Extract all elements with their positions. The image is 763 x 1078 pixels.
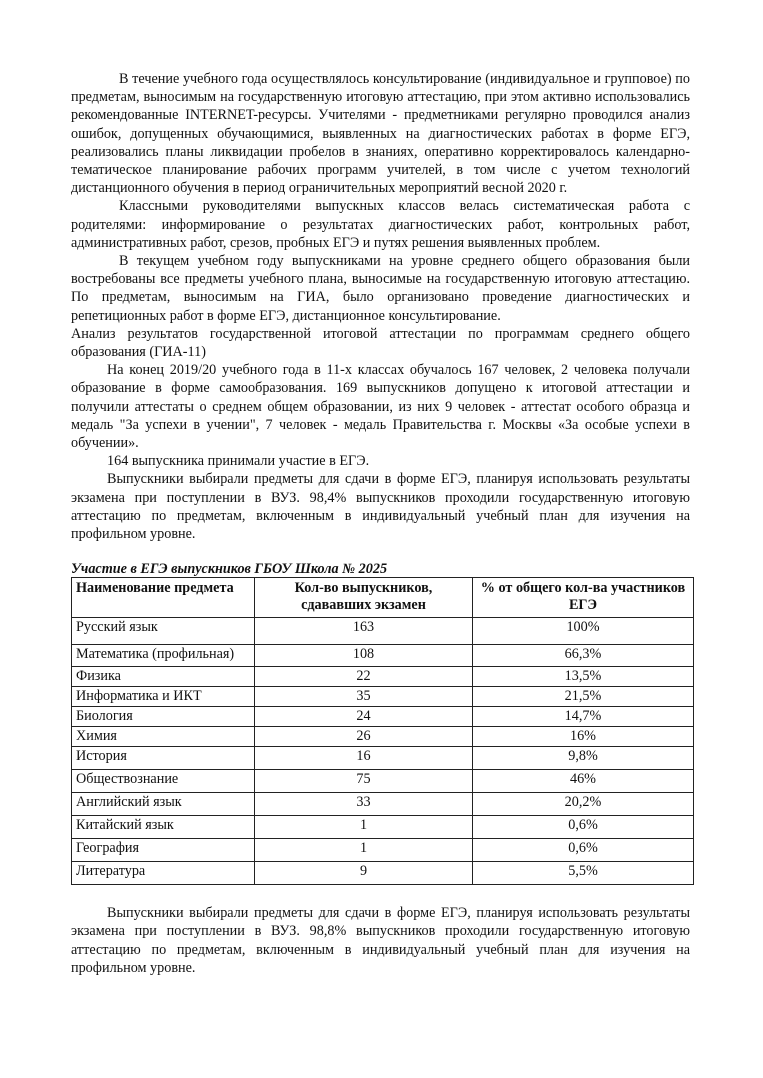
percent-cell: 0,6% [473, 816, 694, 839]
table-row [72, 645, 694, 667]
subject-cell: Биология [72, 707, 255, 727]
subject-cell: Информатика и ИКТ [72, 687, 255, 707]
percent-cell: 9,8% [473, 747, 694, 770]
table-row [72, 727, 694, 747]
table-row [72, 618, 694, 645]
table-row [72, 667, 694, 687]
table-row [72, 862, 694, 885]
percent-cell: 20,2% [473, 793, 694, 816]
subject-cell: География [72, 839, 255, 862]
paragraph: Классными руководителями выпускных классов велась систематическая работа с родителями: информирование о результатах диагностических работ, контрольных работ, административных работ, срезов, пробных ЕГЭ и путях решения выявленных проблем. [71, 198, 690, 251]
percent-cell: 0,6% [473, 839, 694, 862]
col-header-count: Кол-во выпускников, сдававших экзамен [255, 578, 473, 618]
paragraph: В текущем учебном году выпускниками на уровне среднего общего образования были востребованы все предметы учебного плана, выносимые на государственную итоговую аттестацию. По предметам, выносимым на ГИА, было организовано проведение диагностических и репетиционных работ в форме ЕГЭ, дистанционное консультирование. [71, 253, 690, 324]
percent-cell: 13,5% [473, 667, 694, 687]
subject-cell: Химия [72, 727, 255, 747]
count-cell: 24 [255, 707, 473, 727]
table-row [72, 793, 694, 816]
count-cell: 75 [255, 770, 473, 793]
table-row [72, 770, 694, 793]
subject-cell: Обществознание [72, 770, 255, 793]
count-cell: 16 [255, 747, 473, 770]
count-cell: 9 [255, 862, 473, 885]
subject-cell: Русский язык [72, 618, 255, 645]
paragraph: В течение учебного года осуществлялось консультирование (индивидуальное и групповое) по предметам, выносимым на государственную итоговую аттестацию, при этом активно использовались рекомендованные INTERNET-ресурсы. Учителями - предметниками регулярно проводился анализ ошибок, допущенных обучающимися, выявленных на диагностических работах в форме ЕГЭ, реализовались планы ликвидации пробелов в знаниях, оперативно корректировалось календарно-тематическое планирование рабочих программ учителей, в том числе с учетом технологий дистанционного обучения в период ограничительных мероприятий весной 2020 г. [71, 71, 690, 197]
table-row [72, 839, 694, 862]
count-cell: 26 [255, 727, 473, 747]
table-row [72, 816, 694, 839]
subject-cell: Китайский язык [72, 816, 255, 839]
table-header-row [72, 578, 694, 618]
intro-paragraphs [71, 70, 690, 543]
spacer [71, 543, 690, 561]
table-caption: Участие в ЕГЭ выпускников ГБОУ Школа № 2025 [71, 561, 388, 578]
count-cell: 35 [255, 687, 473, 707]
exam-participation-table [71, 577, 694, 885]
paragraph: Выпускники выбирали предметы для сдачи в форме ЕГЭ, планируя использовать результаты экзамена при поступлении в ВУЗ. 98,4% выпускников проходили государственную итоговую аттестацию по предметам, включенным в индивидуальный учебный план для изучения на профильном уровне. [71, 471, 690, 543]
col-header-subject: Наименование предмета [72, 578, 255, 618]
subject-cell: История [72, 747, 255, 770]
count-cell: 108 [255, 645, 473, 667]
percent-cell: 46% [473, 770, 694, 793]
table-row [72, 707, 694, 727]
subject-cell: Математика (профильная) [72, 645, 255, 667]
percent-cell: 16% [473, 727, 694, 747]
col-header-percent: % от общего кол-ва участников ЕГЭ [473, 578, 694, 618]
paragraph: Анализ результатов государственной итоговой аттестации по программам среднего общего образования (ГИА-11) [71, 325, 690, 361]
count-cell: 33 [255, 793, 473, 816]
percent-cell: 5,5% [473, 862, 694, 885]
paragraph: 164 выпускника принимали участие в ЕГЭ. [107, 453, 370, 470]
subject-cell: Физика [72, 667, 255, 687]
document-page [71, 70, 690, 977]
conclusion-paragraph: Выпускники выбирали предметы для сдачи в форме ЕГЭ, планируя использовать результаты экзамена при поступлении в ВУЗ. 98,8% выпускников проходили государственную итоговую аттестацию по предметам, включенным в индивидуальный учебный план для изучения на профильном уровне. [71, 905, 690, 976]
paragraph: На конец 2019/20 учебного года в 11-х классах обучалось 167 человек, 2 человека получали образование в форме самообразования. 169 выпускников допущено к итоговой аттестации и получили аттестаты о среднем общем образовании, из них 9 человек - аттестат особого образца и медаль "За успехи в учении", 7 человек - медаль Правительства г. Москвы «За особые успехи в обучении». [71, 362, 690, 452]
subject-cell: Английский язык [72, 793, 255, 816]
percent-cell: 100% [473, 618, 694, 645]
table-row [72, 747, 694, 770]
percent-cell: 14,7% [473, 707, 694, 727]
count-cell: 1 [255, 839, 473, 862]
count-cell: 163 [255, 618, 473, 645]
count-cell: 22 [255, 667, 473, 687]
percent-cell: 66,3% [473, 645, 694, 667]
subject-cell: Литература [72, 862, 255, 885]
table-body [72, 618, 694, 885]
table-row [72, 687, 694, 707]
percent-cell: 21,5% [473, 687, 694, 707]
count-cell: 1 [255, 816, 473, 839]
